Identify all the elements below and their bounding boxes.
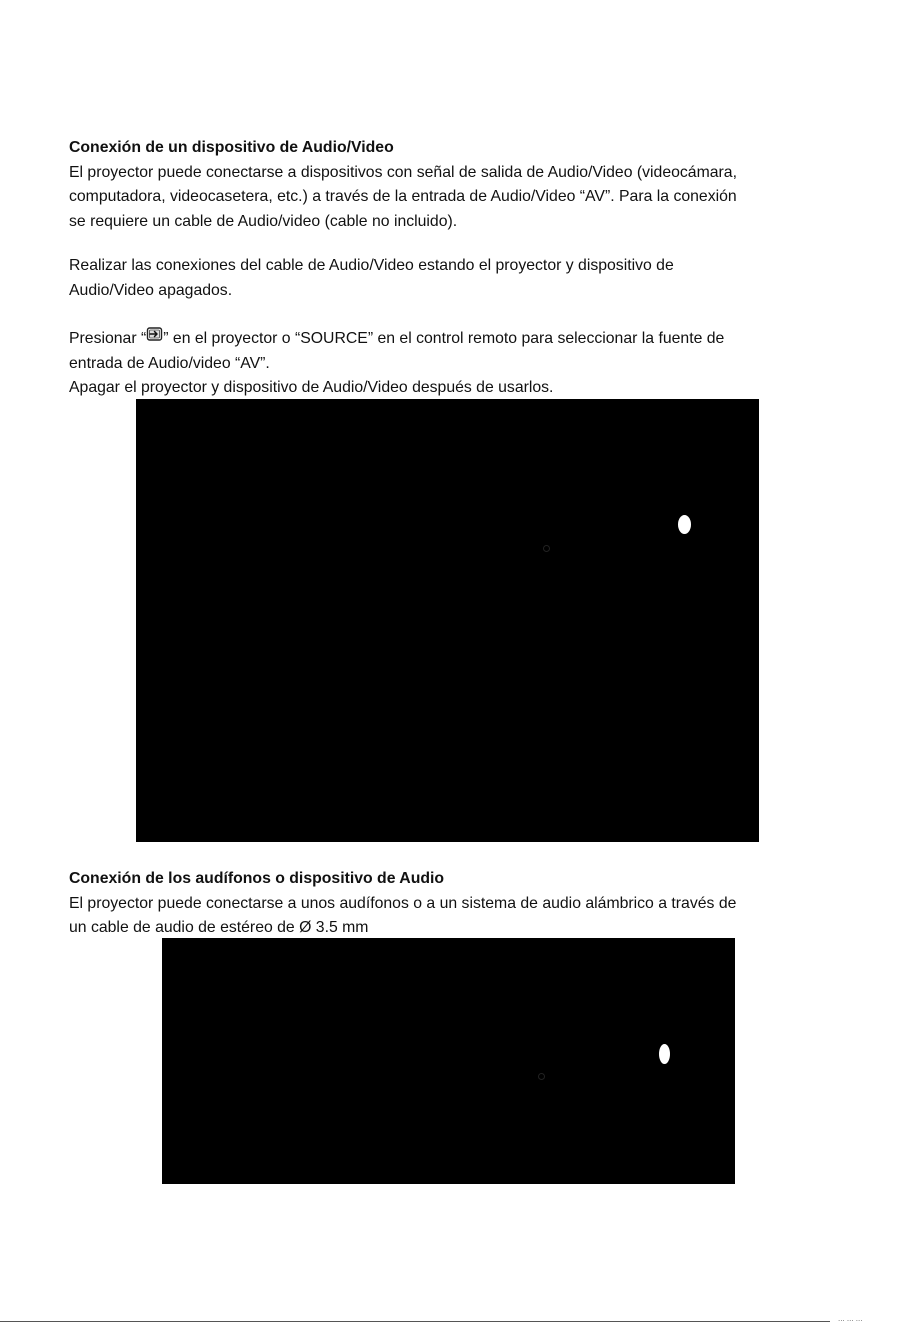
section-av-para2 <box>69 254 839 303</box>
section-audio <box>69 867 839 941</box>
section-av-para1-line1: El proyector puede conectarse a dispositivos con señal de salida de Audio/Video (videocámara, <box>69 163 737 181</box>
para3-suffix: ” en el proyector o “SOURCE” en el control remoto para seleccionar la fuente de <box>163 330 725 347</box>
section-audio-heading: Conexión de los audífonos o dispositivo de Audio <box>69 870 445 887</box>
section-audio-para1-line2: un cable de audio de estéreo de Ø 3.5 mm <box>69 919 369 936</box>
section-av-para3-line1 <box>69 327 839 352</box>
footer-mark: ... ... ... <box>838 1314 863 1323</box>
figure-faint-mark <box>543 545 550 552</box>
section-av-para3-line3: Apagar el proyector y dispositivo de Audio/Video después de usarlos. <box>69 379 554 396</box>
section-av-para2-line1: Realizar las conexiones del cable de Audio/Video estando el proyector y dispositivo de <box>69 257 674 274</box>
page-bottom-rule <box>0 1321 830 1322</box>
section-audio-para1-line1: El proyector puede conectarse a unos audífonos o a un sistema de audio alámbrico a través de <box>69 894 737 912</box>
section-av <box>69 136 839 234</box>
section-av-para3 <box>69 327 839 401</box>
section-av-para2-line2: Audio/Video apagados. <box>69 281 233 299</box>
source-input-icon <box>146 329 163 344</box>
section-av-heading: Conexión de un dispositivo de Audio/Video <box>69 139 394 156</box>
figure-faint-mark <box>538 1073 545 1080</box>
para3-prefix: Presionar “ <box>69 330 147 347</box>
figure-light-dot <box>678 515 691 534</box>
section-av-para1-line3: se requiere un cable de Audio/video (cable no incluido). <box>69 212 458 230</box>
audio-connection-figure <box>162 938 735 1184</box>
av-connection-figure <box>136 399 759 842</box>
section-av-para3-line2: entrada de Audio/video “AV”. <box>69 354 270 372</box>
section-av-para1-line2: computadora, videocasetera, etc.) a través de la entrada de Audio/Video “AV”. Para la conexión <box>69 188 737 205</box>
figure-light-dot <box>659 1044 670 1064</box>
